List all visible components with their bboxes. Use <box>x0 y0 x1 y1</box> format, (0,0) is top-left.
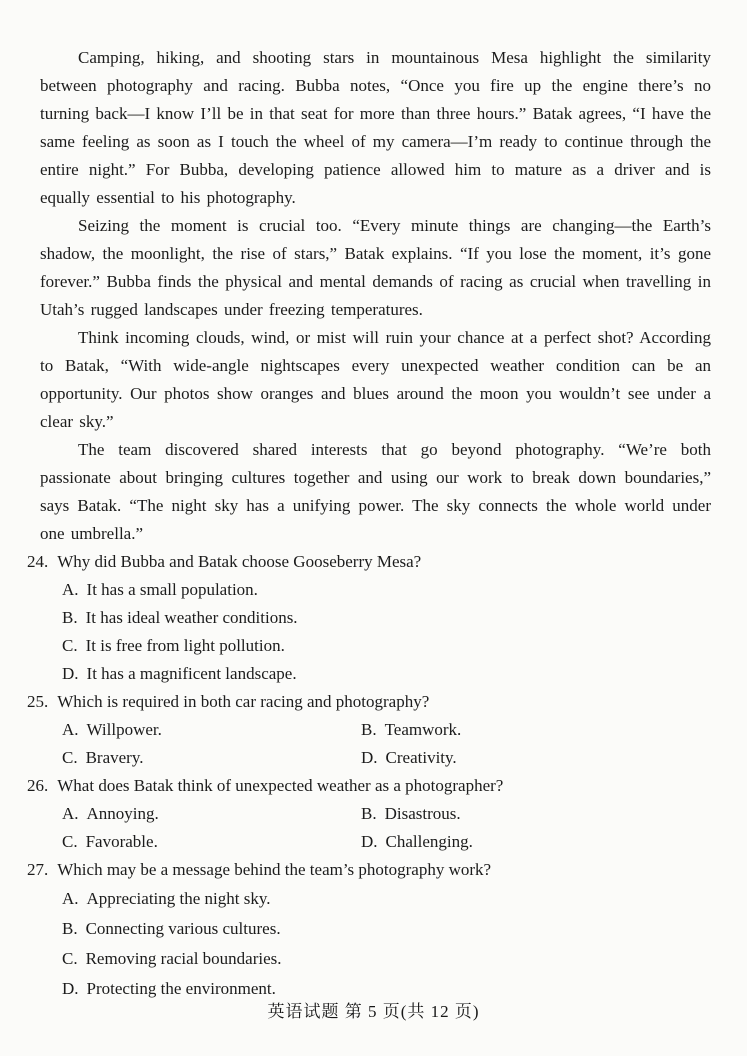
option-text: Willpower. <box>86 720 162 739</box>
option-label: A. <box>62 580 79 599</box>
option-label: C. <box>62 832 78 851</box>
option-text: It has a small population. <box>86 580 258 599</box>
passage-paragraph: Camping, hiking, and shooting stars in mountainous Mesa highlight the similarity between photography and racing. Bubba notes, “Once you fire up the engine there’s no turning back—I know I’ll be in that seat for more than three hours.” Batak agrees, “I have the same feeling as soon as I touch the wheel of my camera—I’m ready to continue through the entire night.” For Bubba, developing patience allowed him to mature as a driver and is equally essential to his photography. <box>40 48 711 207</box>
option-27-a <box>27 884 711 914</box>
passage-paragraph: Think incoming clouds, wind, or mist will ruin your chance at a perfect shot? According to Batak, “With wide-angle nightscapes every unexpected weather condition can be an opportunity. Our photos show oranges and blues around the moon you wouldn’t see under a clear sky.” <box>40 328 711 431</box>
option-label: B. <box>361 720 377 739</box>
option-26-a <box>62 800 361 828</box>
question-26 <box>27 772 711 856</box>
option-text: It has ideal weather conditions. <box>85 608 298 627</box>
option-24-a <box>27 576 711 604</box>
page-footer <box>0 997 747 1022</box>
question-26-options <box>27 800 711 856</box>
option-24-b <box>27 604 711 632</box>
option-text: Protecting the environment. <box>86 979 276 998</box>
option-26-d <box>361 828 711 856</box>
option-text: Teamwork. <box>384 720 462 739</box>
option-label: D. <box>62 979 79 998</box>
option-label: A. <box>62 889 79 908</box>
option-label: B. <box>62 608 78 627</box>
option-26-c <box>62 828 361 856</box>
option-text: Creativity. <box>385 748 457 767</box>
question-25 <box>27 688 711 772</box>
exam-page <box>27 44 711 1004</box>
question-25-header <box>27 688 711 716</box>
question-text: Why did Bubba and Batak choose Gooseberry Mesa? <box>57 552 422 571</box>
option-label: B. <box>62 919 78 938</box>
question-24 <box>27 548 711 688</box>
question-27-header <box>27 856 711 884</box>
option-label: C. <box>62 949 78 968</box>
option-26-b <box>361 800 711 828</box>
option-label: A. <box>62 804 79 823</box>
option-24-d <box>27 660 711 688</box>
option-text: Removing racial boundaries. <box>85 949 282 968</box>
option-text: Bravery. <box>85 748 144 767</box>
option-label: C. <box>62 636 78 655</box>
option-label: C. <box>62 748 78 767</box>
option-25-a <box>62 716 361 744</box>
option-text: It is free from light pollution. <box>85 636 285 655</box>
question-text: Which may be a message behind the team’s photography work? <box>57 860 492 879</box>
footer-page-indicator: 英语试题 第 5 页(共 12 页) <box>267 1002 480 1021</box>
option-text: Challenging. <box>385 832 473 851</box>
option-text: Disastrous. <box>384 804 461 823</box>
question-number: 27. <box>27 860 49 879</box>
question-text: What does Batak think of unexpected weather as a photographer? <box>57 776 504 795</box>
option-text: It has a magnificent landscape. <box>86 664 297 683</box>
question-24-header <box>27 548 711 576</box>
question-27 <box>27 856 711 1004</box>
option-24-c <box>27 632 711 660</box>
option-25-d <box>361 744 711 772</box>
option-label: B. <box>361 804 377 823</box>
option-text: Appreciating the night sky. <box>86 889 271 908</box>
option-25-b <box>361 716 711 744</box>
option-text: Favorable. <box>85 832 158 851</box>
passage-paragraph: The team discovered shared interests that go beyond photography. “We’re both passionate about bringing cultures together and using our work to break down boundaries,” says Batak. “The night sky has a unifying power. The sky connects the whole world under one umbrella.” <box>40 440 711 543</box>
option-25-c <box>62 744 361 772</box>
option-label: A. <box>62 720 79 739</box>
passage-paragraph: Seizing the moment is crucial too. “Every minute things are changing—the Earth’s shadow, the moonlight, the rise of stars,” Batak explains. “If you lose the moment, it’s gone forever.” Bubba finds the physical and mental demands of racing as crucial when travelling in Utah’s rugged landscapes under freezing temperatures. <box>40 216 711 319</box>
question-list <box>27 548 711 1004</box>
option-label: D. <box>62 664 79 683</box>
option-label: D. <box>361 832 378 851</box>
option-text: Annoying. <box>86 804 159 823</box>
reading-passage <box>40 44 711 548</box>
option-27-c <box>27 944 711 974</box>
question-25-options <box>27 716 711 772</box>
option-text: Connecting various cultures. <box>85 919 281 938</box>
question-26-header <box>27 772 711 800</box>
question-number: 24. <box>27 552 49 571</box>
option-label: D. <box>361 748 378 767</box>
question-number: 25. <box>27 692 49 711</box>
question-text: Which is required in both car racing and photography? <box>57 692 430 711</box>
question-number: 26. <box>27 776 49 795</box>
option-27-b <box>27 914 711 944</box>
